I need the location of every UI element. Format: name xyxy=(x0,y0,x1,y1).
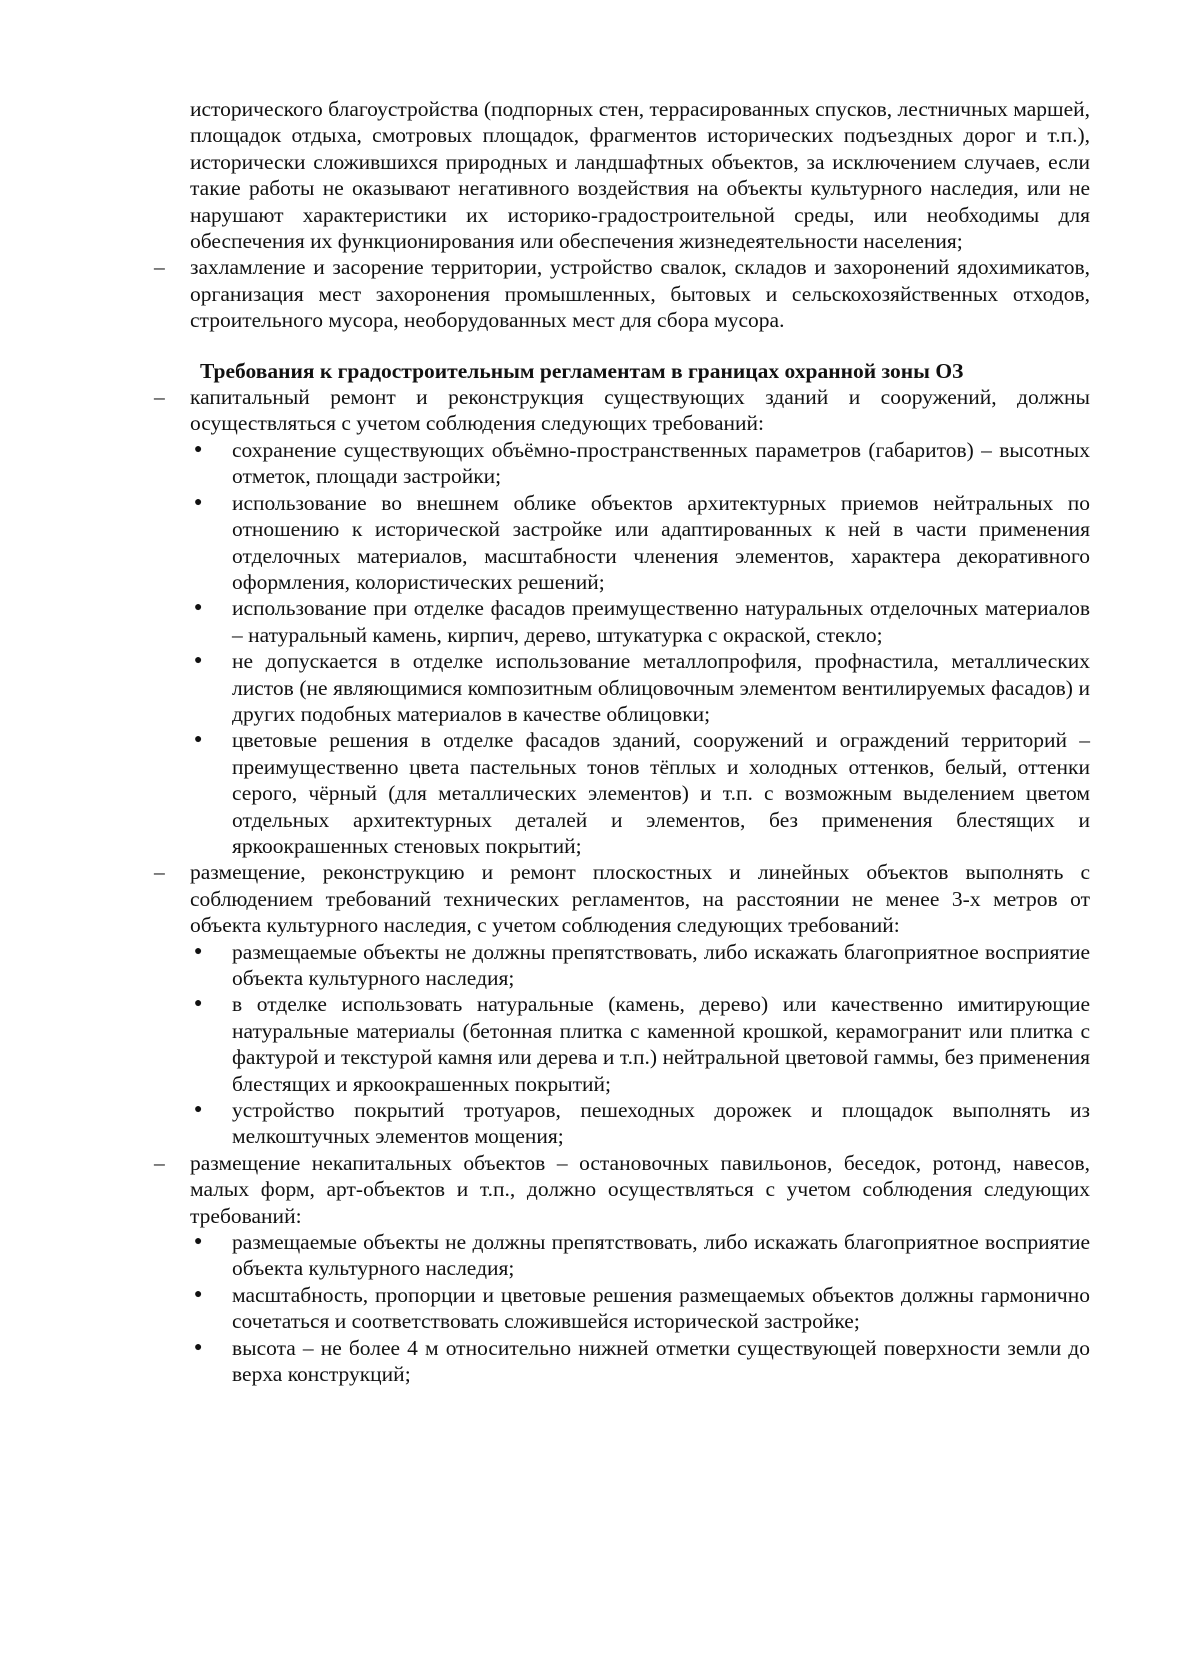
requirement-text: размещение, реконструкцию и ремонт плоскостных и линейных объектов выполнять с соблюдением требований технических регламентов, на расстоянии не менее 3-х метров от объекта культурного наследия, с учетом соблюдения следующих требований: xyxy=(190,860,1090,938)
dash-marker: – xyxy=(154,860,165,885)
requirement-item xyxy=(150,859,1090,938)
bullet-marker: ● xyxy=(194,1339,203,1355)
bullet-item xyxy=(150,648,1090,727)
bullet-text: использование при отделке фасадов преимущественно натуральных отделочных материалов – натуральный камень, кирпич, дерево, штукатурка с окраской, стекло; xyxy=(232,596,1090,647)
bullet-item xyxy=(150,991,1090,1097)
bullet-text: использование во внешнем облике объектов архитектурных приемов нейтральных по отношению к исторической застройке или адаптированных к ней в части применения отделочных материалов, масштабности членения элементов, характера декоративного оформления, колористических решений; xyxy=(232,490,1090,594)
bullet-marker: ● xyxy=(194,1102,203,1118)
requirement-item xyxy=(150,1150,1090,1229)
bullet-text: не допускается в отделке использование металлопрофиля, профнастила, металлических листов (не являющимися композитным облицовочным элементом вентилируемых фасадов) и других подобных материалов в качестве облицовки; xyxy=(232,649,1090,726)
intro-continuation-paragraph: исторического благоустройства (подпорных стен, террасированных спусков, лестничных маршей, площадок отдыха, смотровых площадок, фрагментов исторических подъездных дорог и т.п.), исторически сложившихся природных и ландшафтных объектов, за исключением случаев, если такие работы не оказывают негативного воздействия на объекты культурного наследия, или не нарушают характеристики их историко-градостроительной среды, или необходимы для обеспечения их функционирования или обеспечения жизнедеятельности населения; xyxy=(190,97,1090,254)
requirement-text: размещение некапитальных объектов – остановочных павильонов, беседок, ротонд, навесов, малых форм, арт-объектов и т.п., должно осуществляться с учетом соблюдения следующих требований: xyxy=(190,1150,1090,1228)
section-heading: Требования к градостроительным регламентам в границах охранной зоны ОЗ xyxy=(200,358,964,383)
bullet-marker: ● xyxy=(194,600,203,616)
bullet-text: высота – не более 4 м относительно нижней отметки существующей поверхности земли до верха конструкций; xyxy=(232,1335,1090,1387)
bullet-text: цветовые решения в отделке фасадов зданий, сооружений и ограждений территорий – преимущественно цвета пастельных тонов тёплых и холодных оттенков, белый, оттенки серого, чёрный (для металлических элементов) и т.п. с возможным выделением цветом отдельных архитектурных деталей и элементов, без применения блестящих и яркоокрашенных стеновых покрытий; xyxy=(232,728,1090,858)
bullet-item xyxy=(150,437,1090,490)
bullet-item xyxy=(150,1282,1090,1335)
bullet-item xyxy=(150,1229,1090,1282)
bullet-text: размещаемые объекты не должны препятствовать, либо искажать благоприятное восприятие объекта культурного наследия; xyxy=(232,1230,1090,1281)
bullet-text: размещаемые объекты не должны препятствовать, либо искажать благоприятное восприятие объекта культурного наследия; xyxy=(232,939,1090,990)
document-body xyxy=(150,96,1090,1388)
dash-marker: – xyxy=(154,1150,165,1175)
bullet-item xyxy=(150,727,1090,859)
bullet-item xyxy=(150,1335,1090,1388)
bullet-marker: ● xyxy=(194,653,203,669)
bullet-marker: ● xyxy=(194,494,203,510)
bullet-marker: ● xyxy=(194,943,203,959)
bullet-marker: ● xyxy=(194,1234,203,1250)
bullet-text: масштабность, пропорции и цветовые решения размещаемых объектов должны гармонично сочетаться и соответствовать сложившейся исторической застройке; xyxy=(232,1282,1090,1334)
bullet-item xyxy=(150,490,1090,596)
dash-marker: – xyxy=(154,255,165,280)
bullet-marker: ● xyxy=(194,732,203,748)
bullet-item xyxy=(150,595,1090,648)
bullet-text: в отделке использовать натуральные (камень, дерево) или качественно имитирующие натуральные материалы (бетонная плитка с каменной крошкой, керамогранит или плитка с фактурой и текстурой камня или дерева и т.п.) нейтральной цветовой гаммы, без применения блестящих и яркоокрашенных покрытий; xyxy=(232,992,1090,1096)
requirement-item xyxy=(150,384,1090,437)
bullet-item xyxy=(150,939,1090,992)
bullet-marker: ● xyxy=(194,1286,203,1302)
bullet-marker: ● xyxy=(194,996,203,1012)
requirement-text: капитальный ремонт и реконструкция существующих зданий и сооружений, должны осуществляться с учетом соблюдения следующих требований: xyxy=(190,385,1090,436)
bullet-marker: ● xyxy=(194,441,203,457)
bullet-text: устройство покрытий тротуаров, пешеходных дорожек и площадок выполнять из мелкоштучных элементов мощения; xyxy=(232,1098,1090,1149)
list-item-text: захламление и засорение территории, устройство свалок, складов и захоронений ядохимикатов, организация мест захоронения промышленных, бытовых и сельскохозяйственных отходов, строительного мусора, необорудованных мест для сбора мусора. xyxy=(190,255,1090,333)
bullet-item xyxy=(150,1097,1090,1150)
dash-marker: – xyxy=(154,385,165,410)
bullet-text: сохранение существующих объёмно-пространственных параметров (габаритов) – высотных отметок, площади застройки; xyxy=(232,437,1090,489)
list-item xyxy=(150,254,1090,333)
